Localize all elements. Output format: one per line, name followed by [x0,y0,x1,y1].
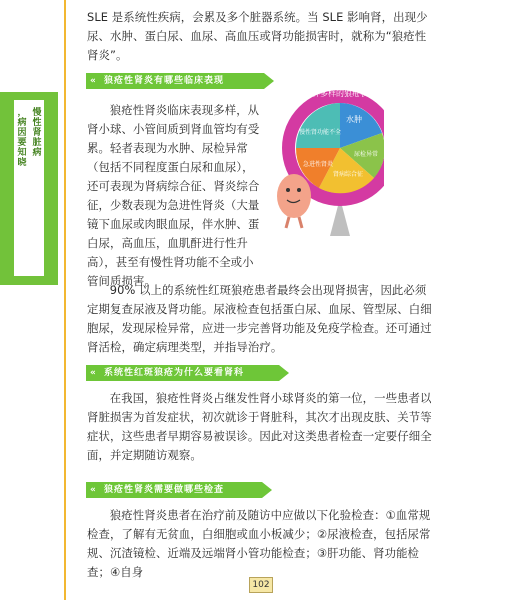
wheel-ring-title: 多种多样的狼疮表现 [304,89,376,98]
segment-urine-label: 尿检异常 [353,151,379,158]
why-nephrology-paragraph: 在我国，狼疮性肾炎占继发性肾小球肾炎的第一位，一些患者以肾脏损害为首发症状，初次就诊于肾脏科，其次才出现皮肤、关节等症状，这些患者早期容易被误诊。因此对这类患者检查一定要仔细全面，并定期随访观察。 [87,391,432,462]
section-title-exams: 狼疮性肾炎需要做哪些检查 [104,485,225,495]
section-banner-exams [86,482,262,498]
segment-edema-label: 水肿 [346,115,362,124]
page-number: 102 [249,577,273,593]
section-banner-why-nephrology [86,365,279,381]
kidney-mascot-icon [277,174,311,218]
mascot-eye-right [297,188,301,192]
section-title-symptoms: 狼疮性肾炎有哪些临床表现 [104,76,225,86]
chapter-title-part-1: 慢性肾脏病 [32,108,42,158]
mascot-eye-left [286,188,290,192]
banner-arrow-tip [279,365,289,381]
banner-arrow-tip [262,482,272,498]
segment-rapid-label: 急进性肾炎 [302,161,334,168]
banner-arrow-tip [264,73,274,89]
exams-paragraph: 狼疮性肾炎患者在治疗前及随访中应做以下化验检查：①血常规检查，了解有无贫血，白细胞或血小板减少；②尿液检查，包括尿常规、沉渣镜检、近端及远端肾小管功能检查；③肝功能、肾功能检查；④自身 [87,508,431,579]
chapter-side-tab-inner [14,100,44,276]
chapter-side-tab [0,92,58,285]
lupus-wheel-illustration [274,78,384,240]
symptoms-paragraph: 狼疮性肾炎临床表现多样，从肾小球、小管间质到肾血管均有受累。轻者表现为水肿、尿检异常（包括不同程度蛋白尿和血尿），还可表现为肾病综合征、肾炎综合征，少数表现为急进性肾炎（大量镜下血尿或肉眼血尿，伴水肿、蛋白尿，高血压，血肌酐进行性升高），甚至有慢性肾功能不全或小管间质损害。 [87,103,260,288]
mascot-leg-left [286,217,289,228]
chapter-title-part-2: ，病因要知晓 [17,108,27,168]
segment-nephrotic-label: 肾病综合征 [332,171,364,178]
segment-chronic-label: 慢性肾功能不全 [298,129,342,136]
section-title-why-nephrology: 系统性红斑狼疮为什么要看肾科 [104,368,245,378]
incidence-paragraph: 90% 以上的系统性红斑狼疮患者最终会出现肾损害，因此必须定期复查尿液及肾功能。尿液检查包括蛋白尿、血尿、管型尿、白细胞尿，发现尿检异常，应进一步完善肾功能及免疫学检查。还可通过肾活检，确定病理类型，并指导治疗。 [87,283,432,354]
intro-paragraph: SLE 是系统性疾病，会累及多个脏器系统。当 SLE 影响肾，出现少尿、水肿、蛋白尿、血尿、高血压或肾功能损害时，就称为“狼疮性肾炎”。 [87,10,428,62]
section-banner-symptoms [86,73,264,89]
page-margin-rule [64,0,66,600]
mascot-leg-right [299,217,302,228]
